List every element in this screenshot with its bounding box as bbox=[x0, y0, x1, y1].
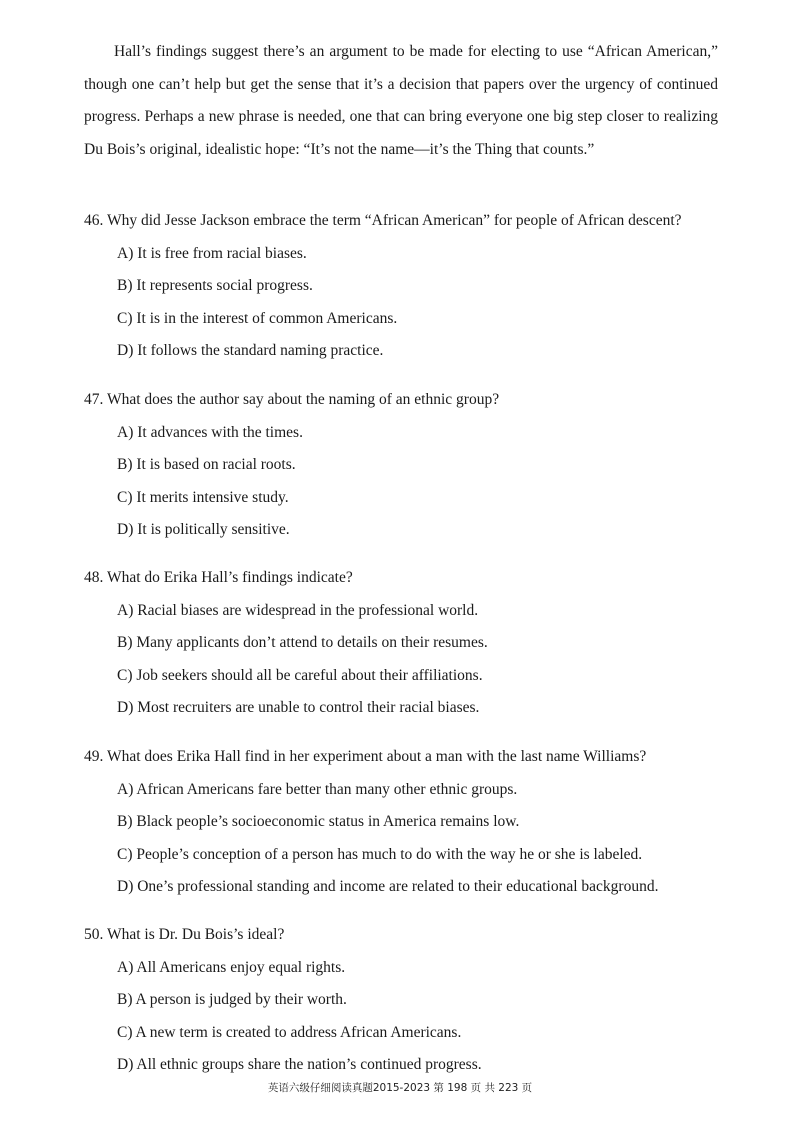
option-d: D) It is politically sensitive. bbox=[117, 521, 290, 538]
option-b: B) It represents social progress. bbox=[117, 277, 313, 294]
question-49 bbox=[84, 741, 774, 904]
question-48 bbox=[84, 562, 774, 725]
option-d: D) One’s professional standing and income are related to their educational background. bbox=[117, 878, 659, 895]
option-b: B) It is based on racial roots. bbox=[117, 456, 296, 473]
option-b: B) A person is judged by their worth. bbox=[117, 991, 347, 1008]
question-stem: 50. What is Dr. Du Bois’s ideal? bbox=[84, 926, 285, 943]
option-a: A) All Americans enjoy equal rights. bbox=[117, 958, 346, 976]
option-a: A) Racial biases are widespread in the professional world. bbox=[117, 601, 479, 619]
passage-paragraph: Hall’s findings suggest there’s an argument to be made for electing to use “African American,” though one can’t help but get the sense that it’s a decision that papers over the urgency of continued progress. Perhaps a new phrase is needed, one that can bring everyone one big step closer to realizing Du Bois’s original, idealistic hope: “It’s not the name—it’s the Thing that counts.” bbox=[84, 43, 718, 158]
option-c: C) Job seekers should all be careful about their affiliations. bbox=[117, 666, 483, 684]
option-a: A) African Americans fare better than many other ethnic groups. bbox=[117, 780, 518, 798]
option-d: D) Most recruiters are unable to control their racial biases. bbox=[117, 699, 480, 716]
question-50 bbox=[84, 919, 774, 1082]
option-a: A) It is free from racial biases. bbox=[117, 244, 307, 262]
option-b: B) Black people’s socioeconomic status in America remains low. bbox=[117, 813, 520, 830]
question-46 bbox=[84, 205, 774, 368]
page-footer: 英语六级仔细阅读真题2015-2023 第 198 页 共 223 页 bbox=[267, 1082, 533, 1094]
option-d: D) All ethnic groups share the nation’s continued progress. bbox=[117, 1056, 482, 1073]
question-stem: 47. What does the author say about the naming of an ethnic group? bbox=[84, 391, 500, 408]
question-stem: 46. Why did Jesse Jackson embrace the term “African American” for people of African descent? bbox=[84, 212, 682, 229]
option-a: A) It advances with the times. bbox=[117, 423, 303, 441]
option-b: B) Many applicants don’t attend to details on their resumes. bbox=[117, 634, 488, 651]
question-stem: 48. What do Erika Hall’s findings indicate? bbox=[84, 569, 353, 586]
option-c: C) It merits intensive study. bbox=[117, 488, 289, 506]
question-47 bbox=[84, 384, 774, 547]
question-stem: 49. What does Erika Hall find in her experiment about a man with the last name Williams? bbox=[84, 748, 647, 765]
option-c: C) A new term is created to address African Americans. bbox=[117, 1023, 462, 1041]
option-c: C) People’s conception of a person has much to do with the way he or she is labeled. bbox=[117, 845, 643, 863]
option-d: D) It follows the standard naming practice. bbox=[117, 342, 384, 359]
option-c: C) It is in the interest of common Americans. bbox=[117, 309, 398, 327]
